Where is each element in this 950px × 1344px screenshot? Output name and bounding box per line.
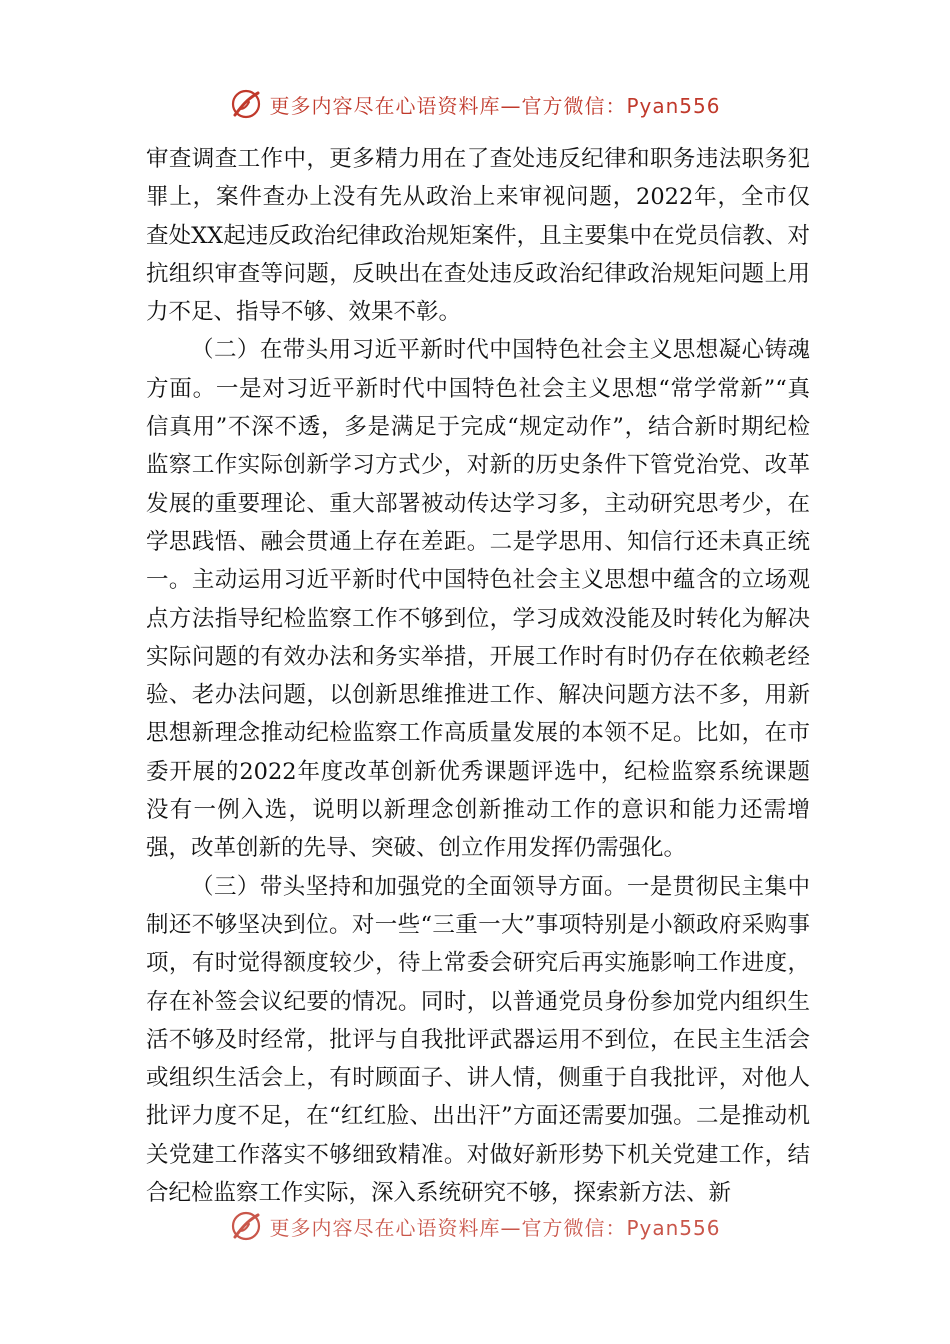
watermark-text: 更多内容尽在心语资料库—官方微信：Pyan556 <box>269 1215 721 1240</box>
document-body <box>146 140 810 1212</box>
brush-logo-icon <box>229 1209 263 1243</box>
watermark-header <box>0 84 950 124</box>
paragraph-3: （三）带头坚持和加强党的全面领导方面。一是贯彻民主集中制还不够坚决到位。对一些“三重一大”事项特别是小额政府采购事项，有时觉得额度较少，待上常委会研究后再实施影响工作进度，存在补签会议纪要的情况。同时，以普通党员身份参加党内组织生活不够及时经常，批评与自我批评武器运用不到位，在民主生活会或组织生活会上，有时顾面子、讲人情，侧重于自我批评，对他人批评力度不足，在“红红脸、出出汗”方面还需要加强。二是推动机关党建工作落实不够细致精准。对做好新形势下机关党建工作，结合纪检监察工作实际，深入系统研究不够，探索新方法、新 <box>146 873 810 1207</box>
watermark-text: 更多内容尽在心语资料库—官方微信：Pyan556 <box>269 93 721 118</box>
paragraph-1: 审查调查工作中，更多精力用在了查处违反纪律和职务违法职务犯罪上，案件查办上没有先从政治上来审视问题，2022年，全市仅查处XX起违反政治纪律政治规矩案件，且主要集中在党员信教、对抗组织审查等问题，反映出在查处违反政治纪律政治规矩问题上用力不足、指导不够、效果不彰。 <box>146 146 810 326</box>
watermark-footer <box>0 1206 950 1246</box>
paragraph-2: （二）在带头用习近平新时代中国特色社会主义思想凝心铸魂方面。一是对习近平新时代中国特色社会主义思想“常学常新”“真信真用”不深不透，多是满足于完成“规定动作”，结合新时期纪检监察工作实际创新学习方式少，对新的历史条件下管党治党、改革发展的重要理论、重大部署被动传达学习多，主动研究思考少，在学思践悟、融会贯通上存在差距。二是学思用、知信行还未真正统一。主动运用习近平新时代中国特色社会主义思想中蕴含的立场观点方法指导纪检监察工作不够到位，学习成效没能及时转化为解决实际问题的有效办法和务实举措，开展工作时有时仍存在依赖老经验、老办法问题，以创新思维推进工作、解决问题方法不多，用新思想新理念推动纪检监察工作高质量发展的本领不足。比如，在市委开展的2022年度改革创新优秀课题评选中，纪检监察系统课题没有一例入选，说明以新理念创新推动工作的意识和能力还需增强，改革创新的先导、突破、创立作用发挥仍需强化。 <box>146 337 810 862</box>
brush-logo-icon <box>229 87 263 121</box>
